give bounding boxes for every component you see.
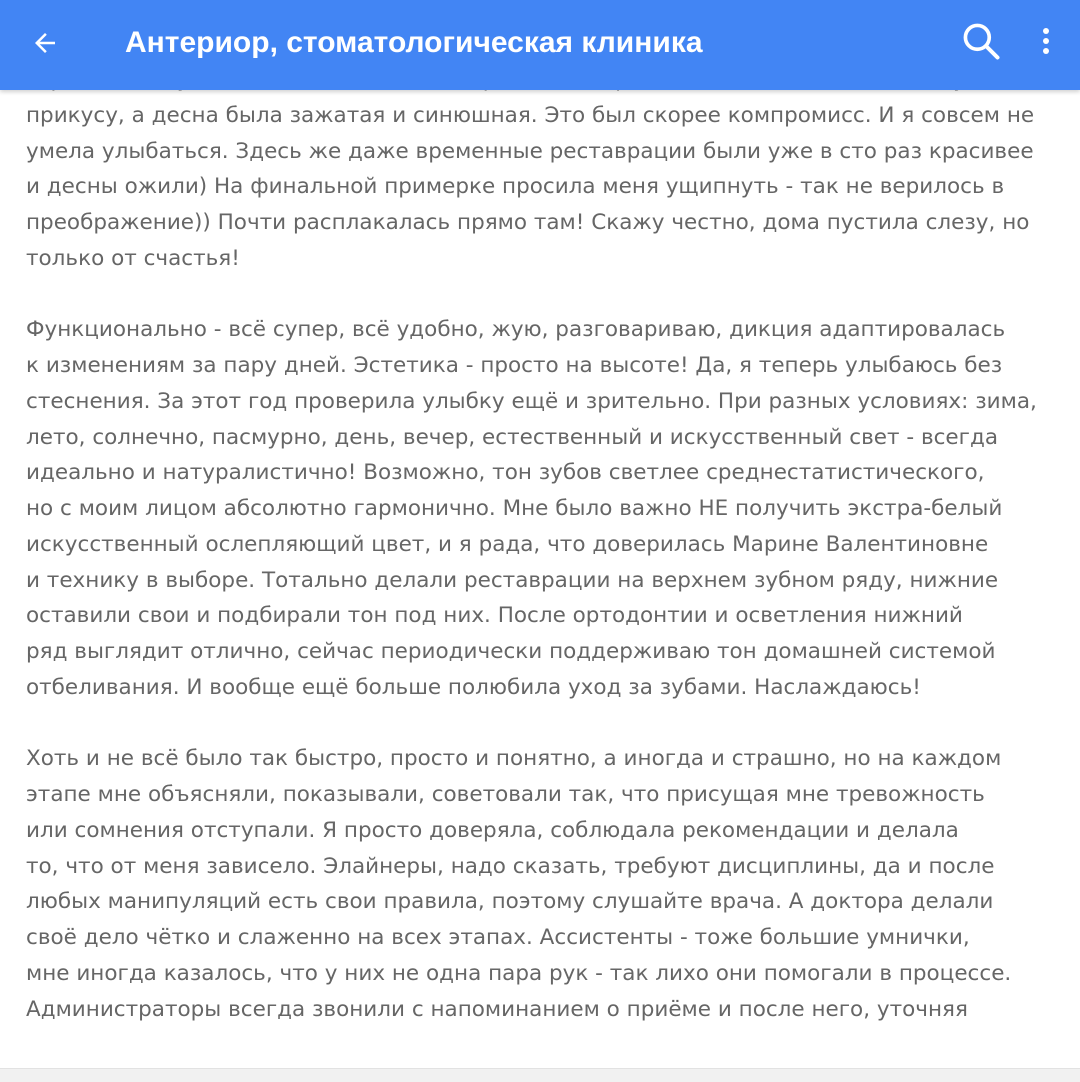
review-line: умела улыбаться. Здесь же даже временные реставрации были уже в сто раз красивее	[26, 138, 1034, 164]
review-line: и технику в выборе. Тотально делали реставрации на верхнем зубном ряду, нижние	[26, 567, 999, 593]
paragraph-gap	[26, 706, 1066, 742]
review-line: Администраторы всегда звонили с напоминанием о приёме и после него, уточняя	[26, 996, 968, 1022]
bottom-edge-bar	[0, 1068, 1080, 1082]
review-paragraph	[26, 62, 1066, 277]
review-line: этапе мне объясняли, показывали, советовали так, что присущая мне тревожность	[26, 782, 985, 807]
review-line: ряд выглядит отлично, сейчас периодически поддерживаю тон домашней системой	[26, 639, 996, 664]
review-text	[26, 62, 1066, 1027]
review-paragraph	[26, 312, 1066, 705]
paragraph-gap	[26, 277, 1066, 313]
more-vert-icon	[1040, 26, 1052, 60]
review-line: искусственный ослепляющий цвет, и я рада, что доверилась Марине Валентиновне	[26, 531, 989, 557]
review-line: идеально и натуралистично! Возможно, тон зубов светлее среднестатистического,	[26, 460, 985, 486]
review-line: Хоть и не всё было так быстро, просто и понятно, а иногда и страшно, но на каждом	[26, 746, 1002, 772]
review-line: оставили свои и подбирали тон под них. После ортодонтии и осветления нижний	[26, 603, 963, 629]
search-icon	[959, 19, 1003, 67]
more-options-button[interactable]	[1022, 16, 1070, 70]
review-line: отбеливания. И вообще ещё больше полюбила уход за зубами. Наслаждаюсь!	[26, 674, 921, 700]
review-line: стеснения. За этот год проверила улыбку ещё и зрительно. При разных условиях: зима,	[26, 388, 1037, 414]
review-line: своё дело чётко и слаженно на всех этапах. Ассистенты - тоже большие умнички,	[26, 925, 970, 950]
app-bar	[0, 0, 1080, 90]
page-title: Антериор, стоматологическая клиника	[125, 26, 703, 59]
review-line: любых манипуляций есть свои правила, поэтому слушайте врача. А доктора делали	[26, 889, 994, 915]
review-line: то, что от меня зависело. Элайнеры, надо сказать, требуют дисциплины, да и после	[26, 853, 995, 879]
review-line: или сомнения отступали. Я просто доверяла, соблюдала рекомендации и делала	[26, 817, 959, 843]
review-line: только от счастья!	[26, 245, 240, 271]
back-button[interactable]	[18, 18, 72, 72]
arrow-back-icon	[30, 28, 60, 62]
review-line: преображение)) Почти расплакалась прямо там! Скажу честно, дома пустила слезу, но	[26, 210, 1030, 235]
review-line: лето, солнечно, пасмурно, день, вечер, естественный и искусственный свет - всегда	[26, 424, 998, 450]
review-line: Функционально - всё супер, всё удобно, жую, разговариваю, дикция адаптировалась	[26, 317, 1006, 343]
review-line: но с моим лицом абсолютно гармонично. Мне было важно НЕ получить экстра-белый	[26, 496, 1003, 521]
review-paragraph	[26, 741, 1066, 1027]
search-button[interactable]	[954, 16, 1008, 70]
review-line: мне иногда казалось, что у них не одна пара рук - так лихо они помогали в процессе.	[26, 960, 1012, 986]
review-line: и десны ожили) На финальной примерке просила меня ущипнуть - так не верилось в	[26, 174, 1005, 200]
review-line: к изменениям за пару дней. Эстетика - просто на высоте! Да, я теперь улыбаюсь без	[26, 353, 1003, 378]
review-line: прикусу, а десна была зажатая и синюшная. Это был скорее компромисс. И я совсем не	[26, 102, 1035, 128]
